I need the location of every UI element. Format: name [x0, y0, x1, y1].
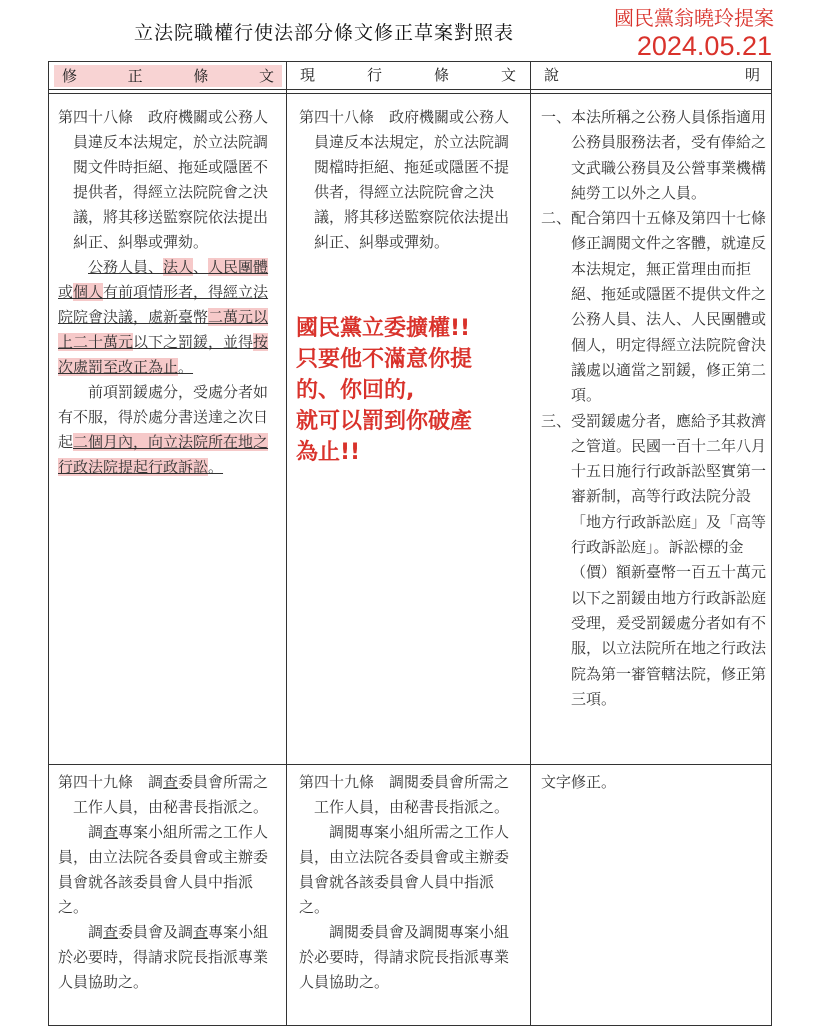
column-divider [286, 62, 287, 1025]
current-article-48-paragraph-1: 第四十八條 政府機關或公務人員違反本法規定，於立法院調閱檔時拒絕、拖延或隱匿不提供者，得經立法院院會之決議，將其移送監察院依法提出糾正、糾舉或彈劾。 [299, 108, 510, 251]
document-date: 2024.05.21 [636, 31, 772, 61]
explanation-article-48 [541, 105, 766, 712]
article-48-paragraph-3: 前項罰鍰處分，受處分者如有不服，得於處分書送達之次日起二個月內，向立法院所在地之行政法院提起行政訴訟。 [58, 383, 269, 476]
annotation-line: 國民黨立委擴權!! [296, 316, 471, 341]
header-amendment: 修 正 條 文 [54, 65, 282, 87]
highlight-added-text: 法人 [163, 258, 194, 276]
current-article-49-paragraph-1: 第四十九條 調閱委員會所需之工作人員，由秘書長指派之。 [299, 773, 510, 816]
current-article-49-paragraph-3: 調閱委員會及調閱專案小組於必要時，得請求院長指派專業人員協助之。 [299, 923, 510, 991]
red-annotation [296, 313, 528, 468]
header-current: 現 行 條 文 [300, 66, 516, 84]
header-divider [49, 93, 771, 94]
explanation-item-3: 三、受罰鍰處分者，應給予其救濟之管道。民國一百十二年八月十五日施行行政訴訟堅實第一審新制，高等行政法院分設「地方行政訴訟庭」及「高等行政訴訟庭」。訴訟標的金（價）額新臺幣一百五十萬元以下之罰鍰由地方行政訴訟庭受理，爰受罰鍰處分者如有不服，以立法院所在地之行政法院為第一審管轄法院，修正第三項。 [541, 411, 767, 708]
annotation-line: 為止!! [296, 440, 361, 465]
explanation-item-1: 一、本法所稱之公務人員係指適用公務員服務法者，受有俸給之文武職公務員及公營事業機構純勞工以外之人員。 [541, 108, 767, 202]
document-title: 立法院職權行使法部分條文修正草案對照表 [134, 22, 515, 44]
current-article-48 [299, 105, 523, 255]
annotation-line: 就可以罰到你破產 [296, 409, 473, 434]
highlight-added-text: 個人 [73, 283, 104, 301]
highlight-added-text: 按次處罰至改正為止 [58, 333, 269, 376]
annotation-line: 只要他不滿意你提 [296, 347, 473, 372]
article-48-paragraph-2: 公務人員、法人、人民團體或個人有前項情形者，得經立法院院會決議，處新臺幣二萬元以上二十萬元以下之罰鍰，並得按次處罰至改正為止。 [58, 258, 269, 376]
column-divider [530, 62, 531, 1025]
annotation-line: 的、你回的, [296, 378, 415, 403]
article-49-paragraph-1: 第四十九條 調查委員會所需之工作人員，由秘書長指派之。 [58, 773, 269, 816]
header-divider [49, 89, 771, 90]
amendment-article-48 [58, 105, 279, 480]
explanation-item-2: 二、配合第四十五條及第四十七條修正調閱文件之客體，就違反本法規定，無正當理由而拒絕、拖延或隱匿不提供文件之公務人員、法人、人民團體或個人，明定得經立法院院會決議處以適當之罰鍰，修正第二項。 [541, 209, 767, 405]
row-divider [49, 764, 771, 765]
amendment-article-49 [58, 770, 279, 995]
article-49-paragraph-2: 調查專案小組所需之工作人員，由立法院各委員會或主辦委員會就各該委員會人員中指派之。 [58, 823, 269, 916]
highlight-added-text: 人民團體 [208, 258, 269, 276]
article-49-paragraph-3: 調查委員會及調查專案小組於必要時，得請求院長指派專業人員協助之。 [58, 923, 269, 991]
highlight-added-text: 二萬元以上二十萬元 [58, 308, 269, 351]
explanation-article-49 [541, 770, 766, 795]
comparison-table [48, 61, 772, 1026]
proposer-label: 國民黨翁曉玲提案 [614, 6, 774, 30]
explanation-text: 文字修正。 [541, 773, 617, 791]
header-explanation: 說 明 [544, 66, 760, 84]
current-article-49 [299, 770, 523, 995]
current-article-49-paragraph-2: 調閱專案小組所需之工作人員，由立法院各委員會或主辦委員會就各該委員會人員中指派之。 [299, 823, 510, 916]
highlight-added-text: 二個月內，向立法院所在地之行政法院提起行政訴訟 [58, 433, 269, 476]
article-48-paragraph-1: 第四十八條 政府機關或公務人員違反本法規定，於立法院調閱文件時拒絕、拖延或隱匿不提供者，得經立法院院會之決議，將其移送監察院依法提出糾正、糾舉或彈劾。 [58, 108, 269, 251]
